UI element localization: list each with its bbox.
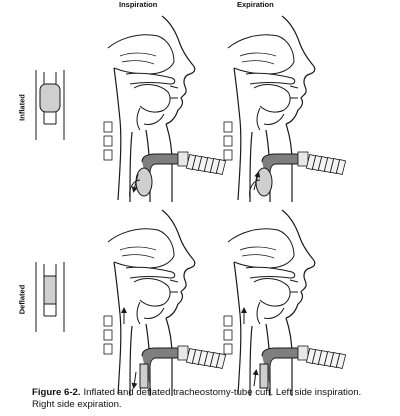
column-label-expiration: Expiration (237, 0, 274, 9)
figure-label: Figure 6-2. (32, 387, 81, 398)
panel-deflated-expiration (224, 210, 346, 396)
figure-caption-text: Inflated and deflated tracheostomy-tube cuff. Left side inspiration. Right side expiration. (32, 387, 362, 410)
panel-deflated-inspiration (104, 210, 226, 396)
row-label-inflated: Inflated (17, 94, 27, 121)
inset-deflated-tube (36, 262, 64, 332)
row-label-deflated: Deflated (17, 284, 27, 315)
airflow-arrow-up (254, 372, 256, 386)
panel-inflated-inspiration (104, 16, 226, 202)
figure-caption (32, 387, 372, 411)
inset-inflated-tube (36, 70, 64, 140)
column-label-inspiration: Inspiration (119, 0, 158, 9)
panel-inflated-expiration (224, 16, 346, 202)
airflow-arrow-down (134, 372, 136, 386)
